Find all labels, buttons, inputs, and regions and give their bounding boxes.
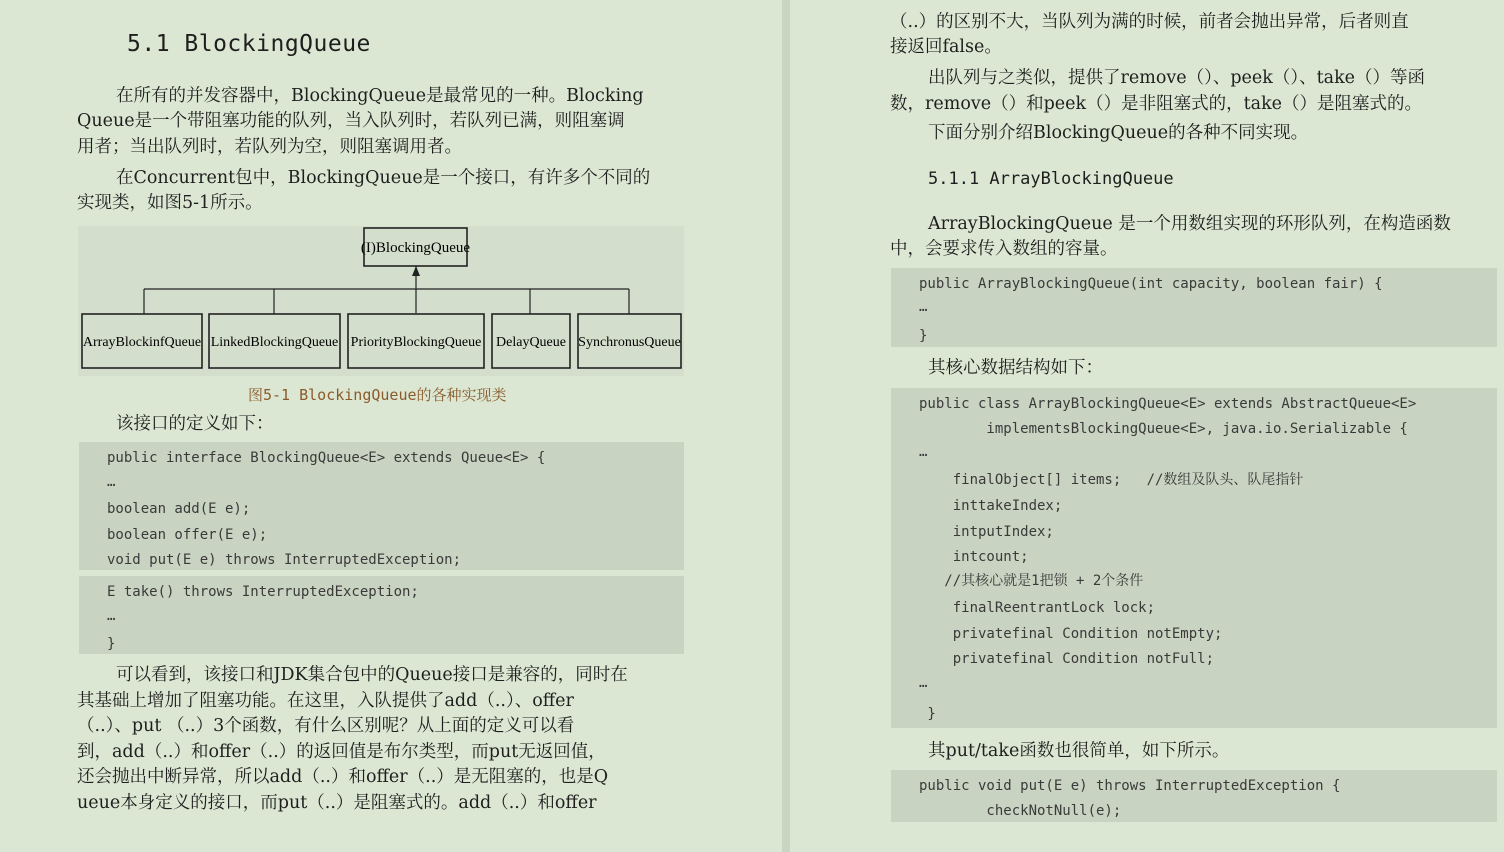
code-line: … <box>919 675 928 691</box>
code-block <box>891 388 1497 728</box>
paragraph-line: 数，remove（）和peek（）是非阻塞式的，take（）是阻塞式的。 <box>890 94 1423 114</box>
code-line: public class ArrayBlockingQueue<E> extends AbstractQueue<E> <box>919 396 1417 412</box>
diagram-child-label: SynchronusQueue <box>578 335 681 350</box>
section-title: 5.1 BlockingQueue <box>127 31 371 57</box>
diagram-child-label: PriorityBlockingQueue <box>350 335 482 350</box>
code-line: public interface BlockingQueue<E> extends Queue<E> { <box>107 450 546 466</box>
paragraph-line: （..）、put （..）3个函数，有什么区别呢？从上面的定义可以看 <box>77 716 575 736</box>
paragraph-line: 该接口的定义如下： <box>116 414 274 434</box>
paragraph-line: 用者；当出队列时，若队列为空，则阻塞调用者。 <box>77 137 462 157</box>
code-block <box>891 268 1497 347</box>
code-line: intcount; <box>919 549 1029 565</box>
code-line: public void put(E e) throws InterruptedException { <box>919 778 1341 794</box>
paragraph-line: 出队列与之类似，提供了remove（）、peek（）、take（）等函 <box>928 68 1426 88</box>
paragraph-line: 中，会要求传入数组的容量。 <box>890 239 1118 259</box>
diagram-root-label: (I)BlockingQueue <box>360 240 471 256</box>
paragraph-line: 下面分别介绍BlockingQueue的各种不同实现。 <box>928 123 1309 143</box>
code-line: //其核心就是1把锁 + 2个条件 <box>919 573 1144 589</box>
code-line: intputIndex; <box>919 524 1054 540</box>
code-block <box>79 576 684 654</box>
code-line: inttakeIndex; <box>919 498 1063 514</box>
code-line: … <box>919 444 928 460</box>
code-line: boolean offer(E e); <box>107 527 268 543</box>
page-gutter <box>782 0 790 852</box>
paragraph-line: 可以看到，该接口和JDK集合包中的Queue接口是兼容的，同时在 <box>116 665 628 685</box>
diagram-child-label: ArrayBlockinfQueue <box>82 335 202 350</box>
code-line: } <box>107 636 116 652</box>
paragraph-line: ueue本身定义的接口，而put（..）是阻塞式的。add（..）和offer <box>77 793 597 813</box>
code-line: implementsBlockingQueue<E>, java.io.Serializable { <box>919 421 1408 437</box>
paragraph-line: 到，add（..）和offer（..）的返回值是布尔类型，而put无返回值， <box>77 742 606 762</box>
subsection-title: 5.1.1 ArrayBlockingQueue <box>928 169 1174 189</box>
code-line: privatefinal Condition notFull; <box>919 651 1215 667</box>
code-line: checkNotNull(e); <box>919 803 1122 819</box>
paragraph-line: 接返回false。 <box>890 37 1002 57</box>
code-line: finalReentrantLock lock; <box>919 600 1156 616</box>
right-page <box>790 0 1504 852</box>
paragraph-line: （..）的区别不大，当队列为满的时候，前者会抛出异常，后者则直 <box>890 12 1409 32</box>
code-line: } <box>919 328 928 344</box>
code-block <box>79 442 684 570</box>
figure-caption: 图5-1 BlockingQueue的各种实现类 <box>248 386 507 404</box>
code-line: privatefinal Condition notEmpty; <box>919 626 1223 642</box>
paragraph-line: 其基础上增加了阻塞功能。在这里，入队提供了add（..）、offer <box>77 691 574 711</box>
code-line: … <box>107 474 116 490</box>
diagram-child-label: LinkedBlockingQueue <box>210 335 339 350</box>
paragraph-line: Queue是一个带阻塞功能的队列，当入队列时，若队列已满，则阻塞调 <box>77 111 625 131</box>
code-line: } <box>919 706 936 722</box>
paragraph-line: 在所有的并发容器中，BlockingQueue是最常见的一种。Blocking <box>116 86 644 106</box>
code-line: finalObject[] items; //数组及队头、队尾指针 <box>919 472 1304 488</box>
code-block <box>891 770 1497 822</box>
code-line: … <box>919 299 928 315</box>
paragraph-line: 还会抛出中断异常，所以add（..）和offer（..）是无阻塞的，也是Q <box>77 767 609 787</box>
paragraph-line: 实现类，如图5-1所示。 <box>77 193 263 213</box>
blockingqueue-diagram <box>78 226 684 376</box>
code-line: E take() throws InterruptedException; <box>107 584 419 600</box>
code-line: void put(E e) throws InterruptedException; <box>107 552 462 568</box>
code-line: … <box>107 608 116 624</box>
paragraph-line: 其核心数据结构如下： <box>928 358 1103 378</box>
diagram-child-label: DelayQueue <box>496 335 566 350</box>
code-line: boolean add(E e); <box>107 501 251 517</box>
paragraph-line: 其put/take函数也很简单，如下所示。 <box>928 741 1230 761</box>
paragraph-line: 在Concurrent包中，BlockingQueue是一个接口，有许多个不同的 <box>116 168 651 188</box>
code-line: public ArrayBlockingQueue(int capacity, boolean fair) { <box>919 276 1383 292</box>
paragraph-line: ArrayBlockingQueue 是一个用数组实现的环形队列，在构造函数 <box>928 214 1451 234</box>
